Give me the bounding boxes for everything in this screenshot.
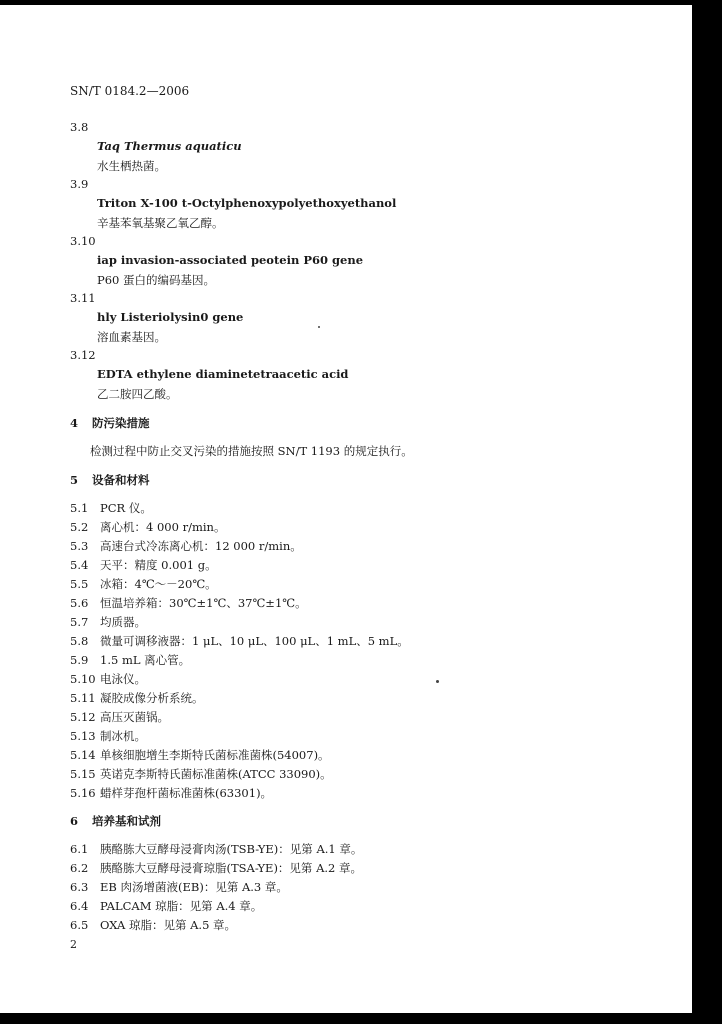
list-item: 6.3 EB 肉汤增菌液(EB)：见第 A.3 章。	[70, 880, 288, 894]
section-heading-6: 6 培养基和试剂	[70, 814, 161, 828]
term-definition: EDTA ethylene diaminetetraacetic acid	[97, 367, 349, 381]
list-item: 5.7 均质器。	[70, 615, 146, 629]
scan-speck	[318, 326, 320, 328]
scan-border-right	[692, 0, 722, 1024]
list-item: 6.4 PALCAM 琼脂：见第 A.4 章。	[70, 899, 263, 913]
list-item: 5.16 蜡样芽孢杆菌标准菌株(63301)。	[70, 786, 273, 800]
term-chinese: 溶血素基因。	[97, 330, 166, 344]
list-item: 5.13 制冰机。	[70, 729, 146, 743]
document-header: SN/T 0184.2—2006	[70, 84, 190, 98]
list-item: 5.6 恒温培养箱：30℃±1℃、37℃±1℃。	[70, 596, 307, 610]
term-chinese: P60 蛋白的编码基因。	[97, 273, 216, 287]
list-item: 6.5 OXA 琼脂：见第 A.5 章。	[70, 918, 237, 932]
term-number: 3.8	[70, 120, 89, 134]
term-number: 3.11	[70, 291, 96, 305]
scan-border-bottom	[0, 1013, 722, 1024]
list-item: 5.4 天平：精度 0.001 g。	[70, 558, 217, 572]
list-item: 5.2 离心机：4 000 r/min。	[70, 520, 226, 534]
scan-speck	[436, 680, 439, 683]
list-item: 5.9 1.5 mL 离心管。	[70, 653, 191, 667]
list-item: 5.14 单核细胞增生李斯特氏菌标准菌株(54007)。	[70, 748, 330, 762]
term-chinese: 乙二胺四乙酸。	[97, 387, 178, 401]
list-item: 5.10 电泳仪。	[70, 672, 146, 686]
term-number: 3.10	[70, 234, 96, 248]
list-item: 5.11 凝胶成像分析系统。	[70, 691, 204, 705]
term-definition: Taq Thermus aquaticu	[97, 139, 242, 153]
section-heading-5: 5 设备和材料	[70, 473, 150, 487]
page-number: 2	[70, 938, 77, 951]
term-definition: hly Listeriolysin0 gene	[97, 310, 244, 324]
list-item: 6.2 胰酪胨大豆酵母浸膏琼脂(TSA-YE)：见第 A.2 章。	[70, 861, 363, 875]
term-definition: Triton X-100 t-Octylphenoxypolyethoxyethanol	[97, 196, 397, 210]
section-4-paragraph: 检测过程中防止交叉污染的措施按照 SN/T 1193 的规定执行。	[90, 444, 413, 458]
list-item: 6.1 胰酪胨大豆酵母浸膏肉汤(TSB-YE)：见第 A.1 章。	[70, 842, 363, 856]
list-item: 5.15 英诺克李斯特氏菌标准菌株(ATCC 33090)。	[70, 767, 332, 781]
list-item: 5.8 微量可调移液器：1 μL、10 μL、100 μL、1 mL、5 mL。	[70, 634, 409, 648]
section-heading-4: 4 防污染措施	[70, 416, 150, 430]
term-number: 3.12	[70, 348, 96, 362]
term-chinese: 水生栖热菌。	[97, 159, 166, 173]
term-definition: iap invasion-associated peotein P60 gene	[97, 253, 364, 267]
term-chinese: 辛基苯氧基聚乙氧乙醇。	[97, 216, 224, 230]
scan-border-top	[0, 0, 722, 5]
list-item: 5.1 PCR 仪。	[70, 501, 152, 515]
list-item: 5.5 冰箱：4℃～－20℃。	[70, 577, 217, 591]
term-number: 3.9	[70, 177, 89, 191]
list-item: 5.3 高速台式冷冻离心机：12 000 r/min。	[70, 539, 302, 553]
list-item: 5.12 高压灭菌锅。	[70, 710, 169, 724]
